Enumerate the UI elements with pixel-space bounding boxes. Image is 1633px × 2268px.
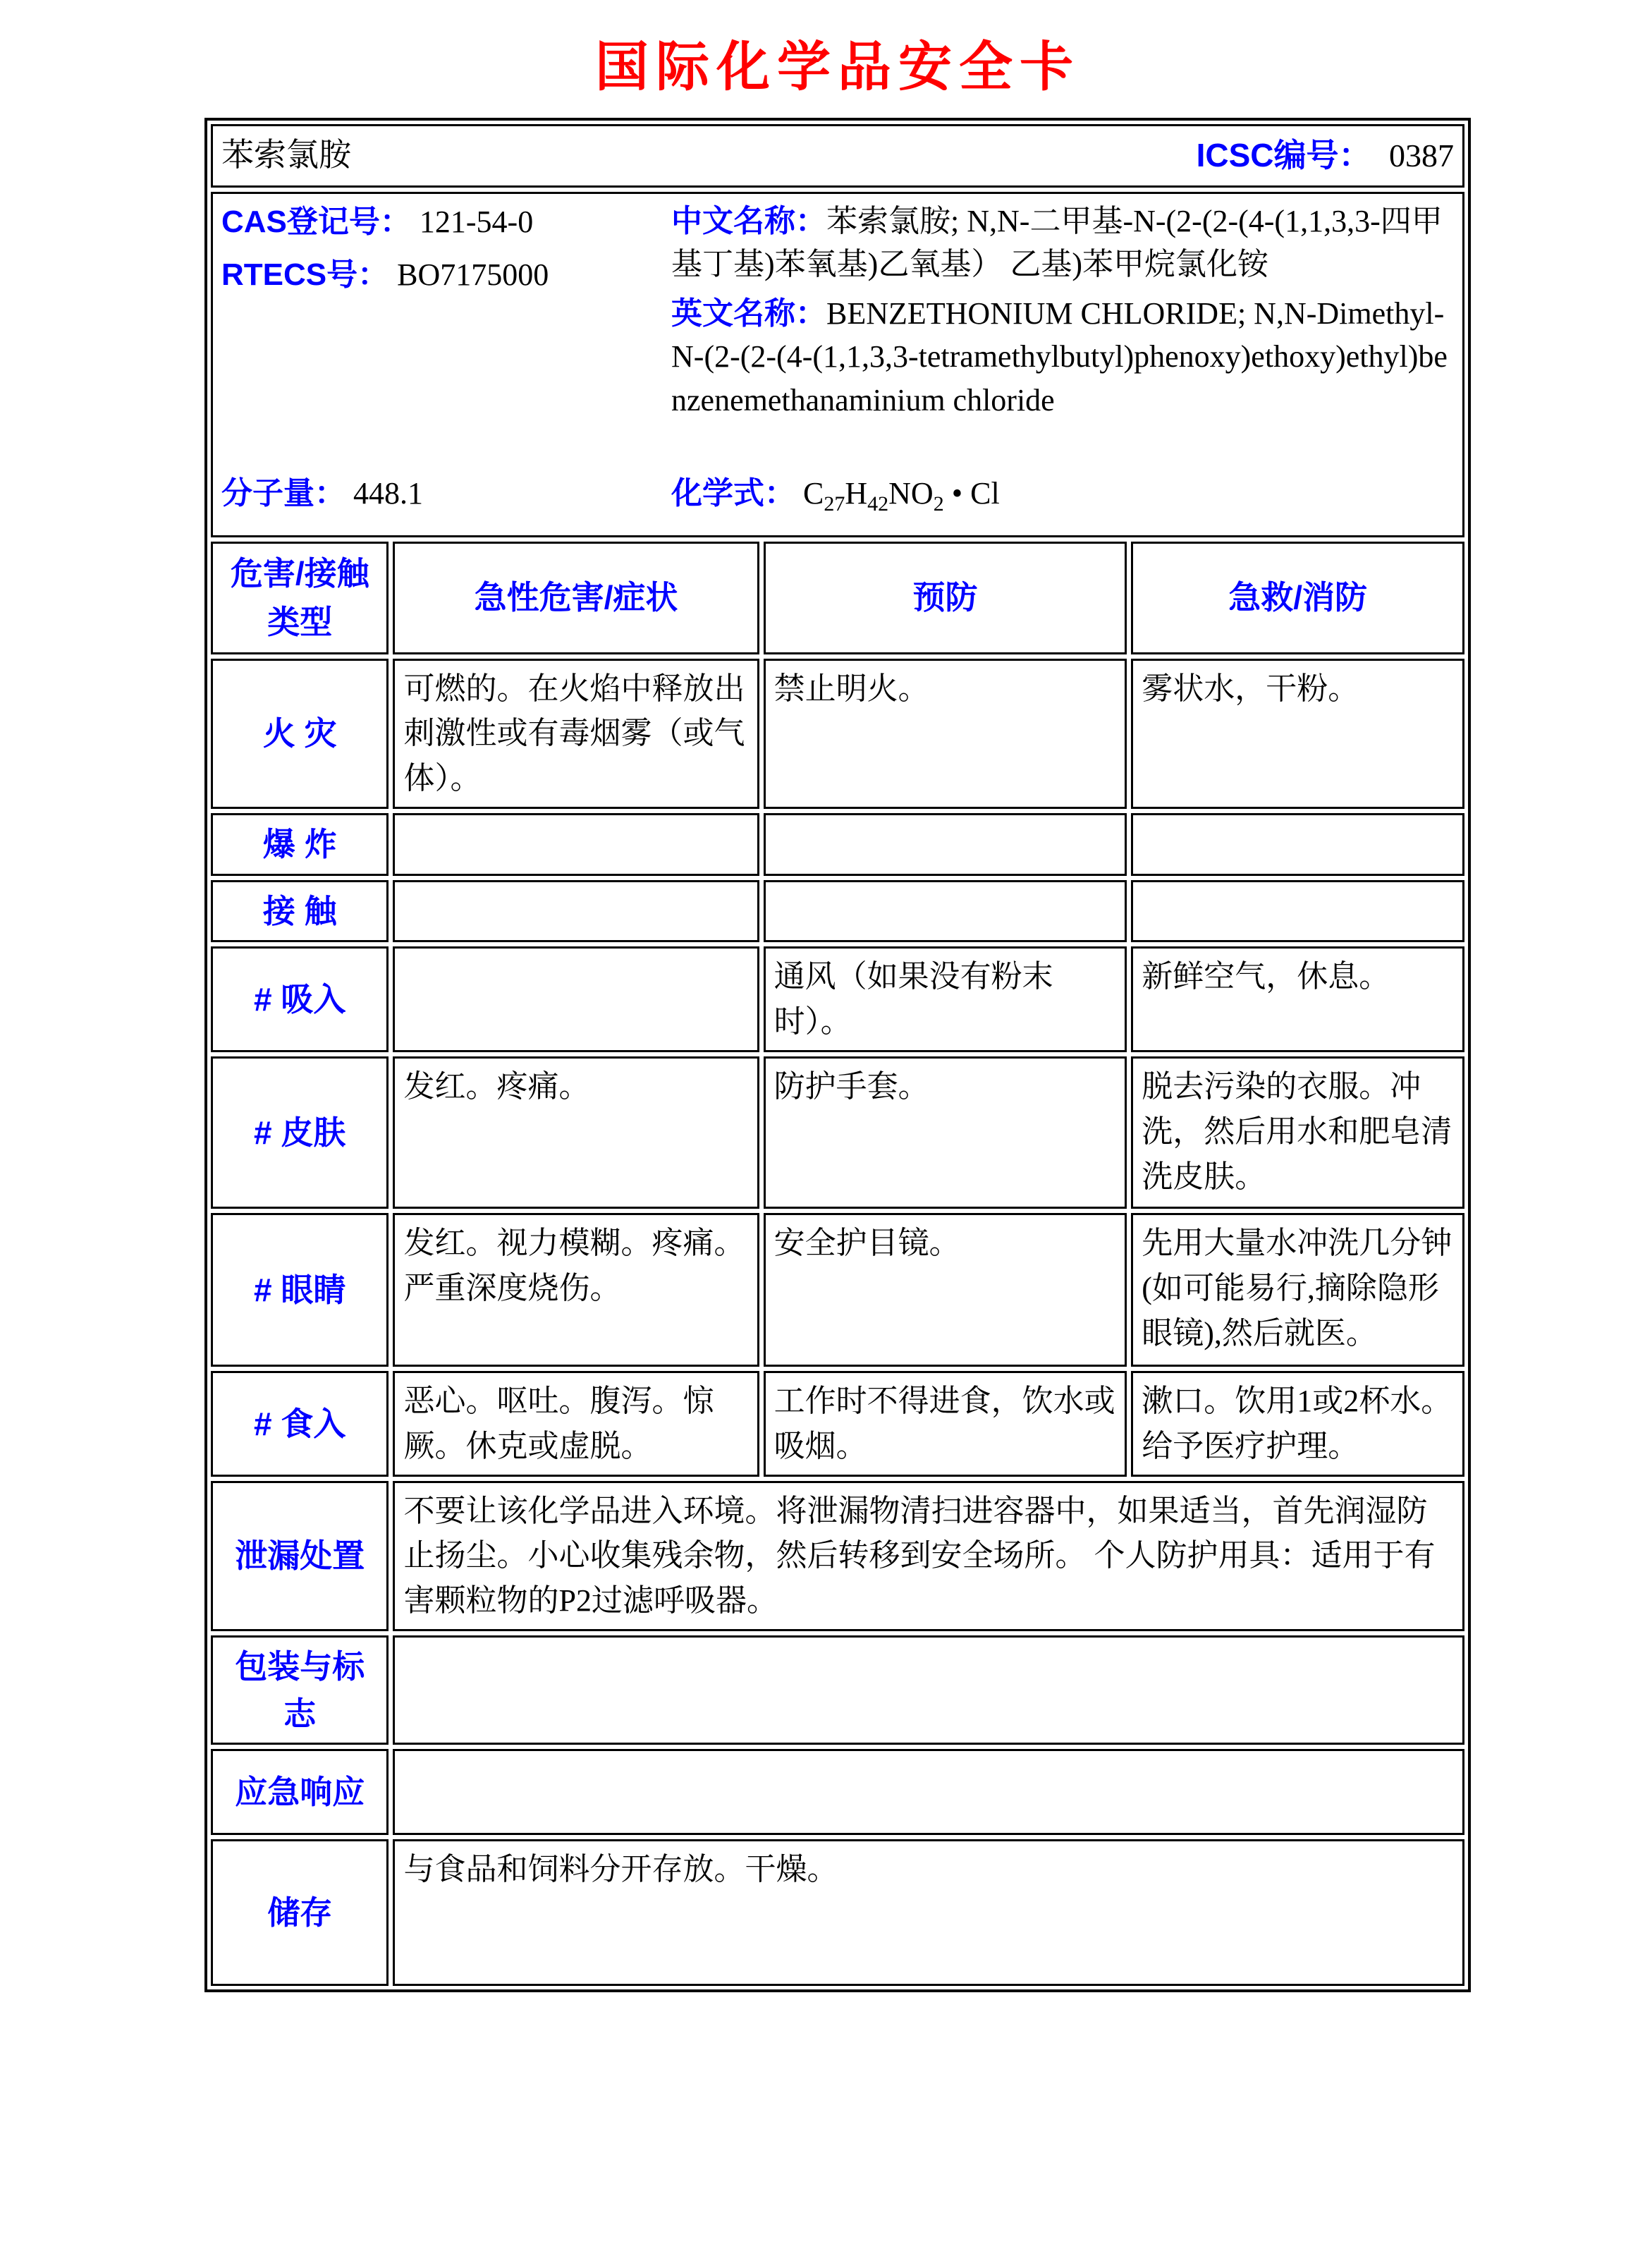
table-row-storage [211,1839,1464,1986]
row-label-storage: 储存 [211,1839,389,1986]
contact-response [1131,880,1464,943]
identifiers-top [221,200,1454,472]
icsc-number-label: ICSC编号： [1196,137,1371,173]
rtecs-value: BO7175000 [397,257,549,293]
spillage-content: 不要让该化学品进入环境。将泄漏物清扫进容器中，如果适当，首先润湿防止扬尘。小心收集残余物，然后转移到安全场所。 个人防护用具：适用于有害颗粒物的P2过滤呼吸器。 [393,1481,1464,1631]
cas-line [221,200,671,245]
explosion-prevention [764,813,1127,876]
molecular-weight-line [221,471,671,519]
header-firstaid-firefighting: 急救/消防 [1131,542,1464,654]
packaging-content [393,1635,1464,1745]
icsc-number-value: 0387 [1389,138,1454,173]
chinese-name-paragraph [671,200,1454,286]
row-label-ingestion: # 食入 [211,1371,389,1477]
row-label-skin: # 皮肤 [211,1056,389,1209]
hazard-table-header-row [211,542,1464,654]
header-acute-symptoms: 急性危害/症状 [393,542,759,654]
eyes-response: 先用大量水冲洗几分钟(如可能易行,摘除隐形眼镜),然后就医。 [1131,1213,1464,1367]
card-title-cell [211,124,1464,188]
table-row-spillage [211,1481,1464,1631]
fire-symptoms: 可燃的。在火焰中释放出刺激性或有毒烟雾（或气体）。 [393,659,759,809]
row-label-explosion: 爆 炸 [211,813,389,876]
formula-part: • Cl [943,476,1000,511]
molecular-weight-value: 448.1 [353,476,423,511]
contact-prevention [764,880,1127,943]
fire-prevention: 禁止明火。 [764,659,1127,809]
row-label-fire: 火 灾 [211,659,389,809]
chemical-formula-label: 化学式： [671,476,796,511]
table-row-skin [211,1056,1464,1209]
icsc-document-page [0,24,1633,2268]
table-row-fire [211,659,1464,809]
header-prevention: 预防 [764,542,1127,654]
eyes-symptoms: 发红。视力模糊。疼痛。严重深度烧伤。 [393,1213,759,1367]
explosion-response [1131,813,1464,876]
inhalation-response: 新鲜空气，休息。 [1131,946,1464,1052]
row-label-inhalation: # 吸入 [211,946,389,1052]
card-title-row [211,124,1464,188]
row-label-eyes: # 眼睛 [211,1213,389,1367]
table-row-packaging [211,1635,1464,1745]
identifiers-row [211,192,1464,537]
storage-content: 与食品和饲料分开存放。干燥。 [393,1839,1464,1986]
eyes-prevention: 安全护目镜。 [764,1213,1127,1367]
emergency-content [393,1749,1464,1835]
formula-subscript: 2 [933,492,944,516]
page-title: 国际化学品安全卡 [595,38,1080,97]
molecular-weight-label: 分子量： [221,476,345,511]
ingestion-symptoms: 恶心。呕吐。腹泻。惊厥。休克或虚脱。 [393,1371,759,1477]
cas-label: CAS登记号： [221,204,411,239]
identifiers-bottom [221,471,1454,529]
skin-symptoms: 发红。疼痛。 [393,1056,759,1209]
english-name-value: BENZETHONIUM CHLORIDE; N,N-Dimethyl-N-(2-(2-(4-(1,1,3,3-tetramethylbutyl)phenoxy)ethoxy)ethyl)benzenemethanaminium chloride [671,295,1448,418]
english-name-label: 英文名称： [671,295,827,331]
chemical-name-cn: 苯索氯胺 [221,137,351,173]
row-label-spillage: 泄漏处置 [211,1481,389,1631]
row-label-contact: 接 触 [211,880,389,943]
skin-response: 脱去污染的衣服。冲洗，然后用水和肥皂清洗皮肤。 [1131,1056,1464,1209]
formula-part: NO [888,476,934,511]
registry-ids-column [221,200,671,472]
identifiers-cell [211,192,1464,537]
chemical-formula-line [671,471,1454,519]
rtecs-label: RTECS号： [221,257,389,293]
ingestion-prevention: 工作时不得进食，饮水或吸烟。 [764,1371,1127,1477]
table-row-emergency [211,1749,1464,1835]
formula-part: C [803,476,824,511]
names-column [671,200,1454,472]
inhalation-prevention: 通风（如果没有粉末时）。 [764,946,1127,1052]
table-row-contact [211,880,1464,943]
row-label-emergency: 应急响应 [211,1749,389,1835]
table-row-inhalation [211,946,1464,1052]
english-name-paragraph [671,292,1454,422]
formula-subscript: 42 [867,492,889,516]
rtecs-line [221,252,671,298]
ingestion-response: 漱口。饮用1或2杯水。给予医疗护理。 [1131,1371,1464,1477]
skin-prevention: 防护手套。 [764,1056,1127,1209]
inhalation-symptoms [393,946,759,1052]
header-hazard-type: 危害/接触类型 [211,542,389,654]
icsc-number-group [1197,132,1454,180]
chinese-name-value: 苯索氯胺; N,N-二甲基-N-(2-(2-(4-(1,1,3,3-四甲基丁基)苯氧基)乙氧基） 乙基)苯甲烷氯化铵 [671,203,1443,282]
explosion-symptoms [393,813,759,876]
formula-part: H [845,476,868,511]
fire-response: 雾状水，干粉。 [1131,659,1464,809]
cas-value: 121-54-0 [419,204,534,239]
formula-subscript: 27 [824,492,845,516]
row-label-packaging: 包装与标志 [211,1635,389,1745]
contact-symptoms [393,880,759,943]
table-row-explosion [211,813,1464,876]
table-row-eyes [211,1213,1464,1367]
table-row-ingestion [211,1371,1464,1477]
chinese-name-label: 中文名称： [671,203,827,238]
icsc-card [204,118,1471,1992]
